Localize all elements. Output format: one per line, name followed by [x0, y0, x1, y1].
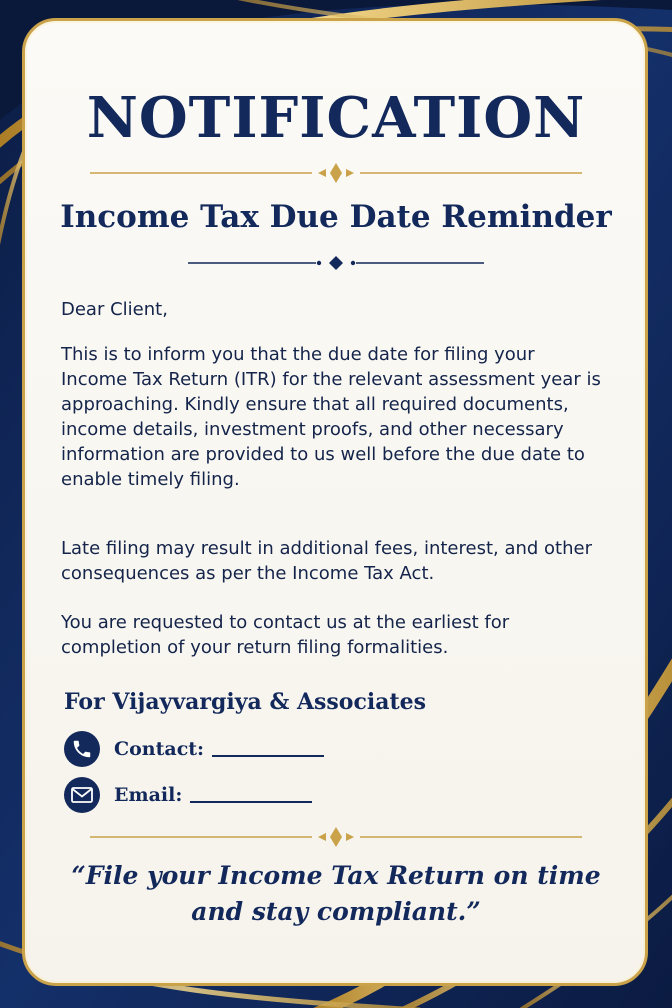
contact-blank	[212, 737, 324, 757]
contact-label: Contact:	[114, 738, 205, 760]
phone-icon	[64, 731, 100, 767]
gold-divider-top	[90, 160, 582, 186]
closing-quote	[0, 858, 672, 930]
paragraph-late-filing: Late filing may result in additional fees, interest, and other consequences as per the Income Tax Act.	[61, 538, 592, 584]
paragraph-due-date: This is to inform you that the due date for filing your Income Tax Return (ITR) for the relevant assessment year is approaching. Kindly ensure that all required documents, income details, investment proofs, and other necessary information are provided to us well before the due date to enable timely filing.	[61, 344, 601, 490]
quote-line-1: “File your Income Tax Return on time	[71, 861, 601, 890]
salutation: Dear Client,	[61, 299, 168, 320]
email-row	[64, 777, 312, 813]
contact-row	[64, 731, 324, 767]
envelope-icon	[64, 777, 100, 813]
page-title: NOTIFICATION	[86, 85, 586, 151]
navy-divider	[188, 254, 484, 272]
quote-line-2: and stay compliant.”	[191, 897, 481, 926]
email-label: Email:	[114, 784, 183, 806]
paragraph-contact-request: You are requested to contact us at the earliest for completion of your return filing formalities.	[61, 612, 510, 658]
notice-subtitle: Income Tax Due Date Reminder	[60, 199, 612, 235]
gold-divider-bottom	[90, 824, 582, 850]
email-blank	[190, 783, 312, 803]
firm-name: For Vijayvargiya & Associates	[64, 689, 427, 715]
